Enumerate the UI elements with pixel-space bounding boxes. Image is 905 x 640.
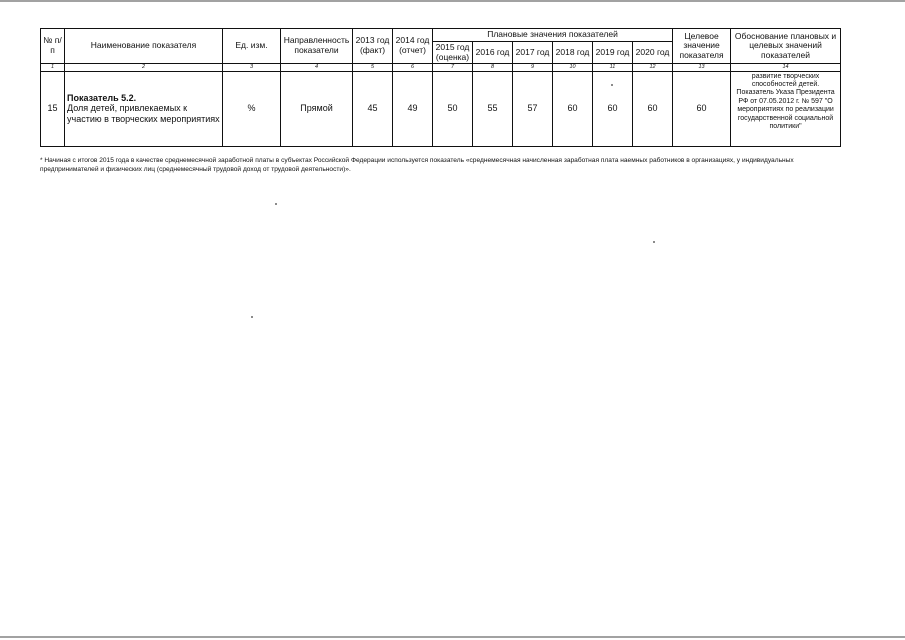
row-value-2014: 49	[393, 71, 433, 146]
column-number: 5	[353, 64, 393, 71]
header-basis: Обоснование плановых и целевых значений показателей	[731, 29, 841, 64]
header-2019: 2019 год	[593, 41, 633, 64]
header-2015: 2015 год (оценка)	[433, 41, 473, 64]
row-num: 15	[41, 71, 65, 146]
header-direction: Направленность показатели	[281, 29, 353, 64]
indicator-description: Доля детей, привлекаемых к участию в творческих мероприятиях	[67, 103, 220, 124]
header-2018: 2018 год	[553, 41, 593, 64]
header-target: Целевое значение показателя	[673, 29, 731, 64]
scan-speck	[251, 316, 253, 318]
column-number: 10	[553, 64, 593, 71]
row-value-2020: 60	[633, 71, 673, 146]
header-2017: 2017 год	[513, 41, 553, 64]
scan-bottom-edge	[0, 636, 905, 638]
column-number-row	[41, 64, 841, 71]
header-unit: Ед. изм.	[223, 29, 281, 64]
column-number: 8	[473, 64, 513, 71]
column-number: 6	[393, 64, 433, 71]
header-planned-group: Плановые значения показателей	[433, 29, 673, 42]
row-value-2016: 55	[473, 71, 513, 146]
row-unit: %	[223, 71, 281, 146]
column-number: 13	[673, 64, 731, 71]
row-basis: развитие творческих способностей детей. Показатель Указа Президента РФ от 07.05.2012 г. № 597 "О мероприятиях по реализации государственной социальной политики"	[731, 71, 841, 146]
column-number: 12	[633, 64, 673, 71]
header-2013: 2013 год (факт)	[353, 29, 393, 64]
column-number: 9	[513, 64, 553, 71]
row-value-2019: 60	[593, 71, 633, 146]
scan-top-edge	[0, 0, 905, 2]
footnote: * Начиная с итогов 2015 года в качестве среднемесячной заработной платы в субъектах Российской Федерации используется показатель «среднемесячная начисленная заработная плата наемных работников в организациях, у индивидуальных предпринимателей и физических лиц (среднемесячный трудовой доход от трудовой деятельности)».	[40, 157, 794, 174]
row-direction: Прямой	[281, 71, 353, 146]
column-number: 3	[223, 64, 281, 71]
table-row	[41, 71, 841, 146]
header-num: № п/п	[41, 29, 65, 64]
row-indicator-name	[65, 71, 223, 146]
scan-speck	[653, 241, 655, 243]
header-2014: 2014 год (отчет)	[393, 29, 433, 64]
column-number: 7	[433, 64, 473, 71]
row-value-2017: 57	[513, 71, 553, 146]
row-value-2013: 45	[353, 71, 393, 146]
column-number: 4	[281, 64, 353, 71]
indicators-table	[40, 28, 841, 147]
header-name: Наименование показателя	[65, 29, 223, 64]
column-number: 2	[65, 64, 223, 71]
row-value-2018: 60	[553, 71, 593, 146]
header-2020: 2020 год	[633, 41, 673, 64]
header-row-1	[41, 29, 841, 42]
header-2016: 2016 год	[473, 41, 513, 64]
indicator-title: Показатель 5.2.	[67, 93, 137, 104]
column-number: 14	[731, 64, 841, 71]
row-value-2015: 50	[433, 71, 473, 146]
scan-speck	[275, 203, 277, 205]
row-target: 60	[673, 71, 731, 146]
column-number: 1	[41, 64, 65, 71]
column-number: 11	[593, 64, 633, 71]
